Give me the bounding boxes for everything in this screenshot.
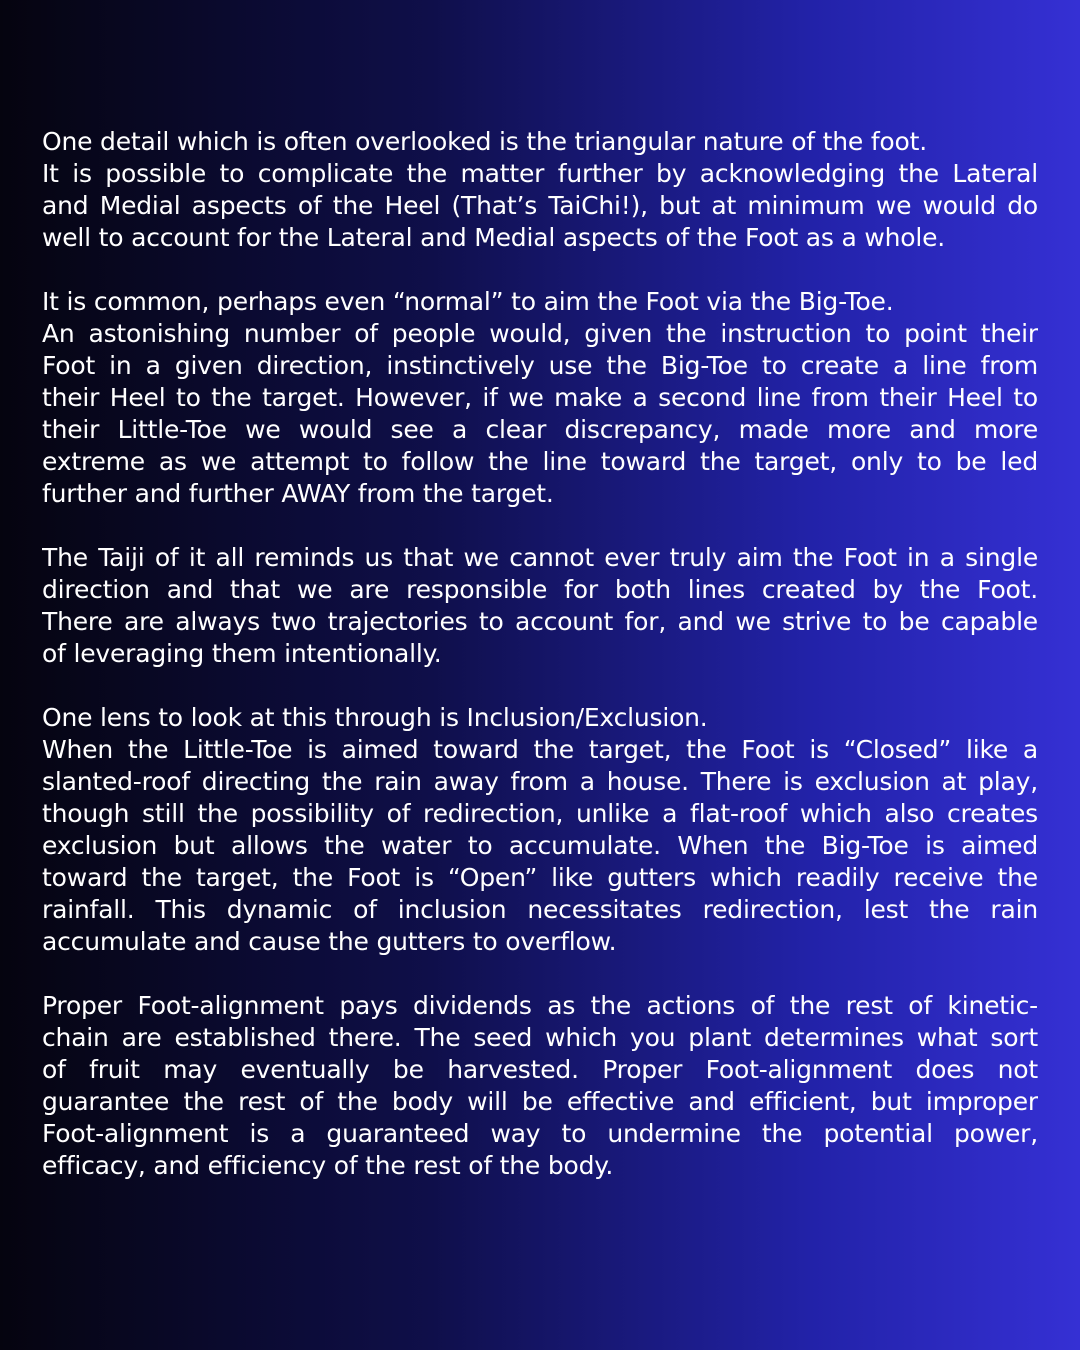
paragraph-line: slanted-roof directing the rain away from a house. There is exclusion at play, [42,767,1038,796]
paragraph-line: their Heel to the target. However, if we make a second line from their Heel to [42,383,1038,412]
paragraph-triangular-foot [42,126,1038,254]
paragraph-aiming-foot [42,286,1038,510]
paragraph-taiji [42,542,1038,670]
paragraph-inclusion-exclusion [42,702,1038,958]
paragraph-line: efficacy, and efficiency of the rest of the body. [42,1151,614,1180]
paragraph-line: rainfall. This dynamic of inclusion necessitates redirection, lest the rain [42,895,1038,924]
paragraph-line: One detail which is often overlooked is the triangular nature of the foot. [42,127,927,156]
paragraph-line: accumulate and cause the gutters to overflow. [42,927,617,956]
paragraph-line: When the Little-Toe is aimed toward the target, the Foot is “Closed” like a [42,735,1038,764]
paragraph-line: direction and that we are responsible for both lines created by the Foot. [42,575,1038,604]
paragraph-foot-alignment [42,990,1038,1182]
paragraph-line: One lens to look at this through is Inclusion/Exclusion. [42,703,708,732]
paragraph-line: Proper Foot-alignment pays dividends as the actions of the rest of kinetic- [42,991,1038,1020]
paragraph-line: extreme as we attempt to follow the line toward the target, only to be led [42,447,1038,476]
paragraph-line: of leveraging them intentionally. [42,639,442,668]
paragraph-line: Foot in a given direction, instinctively use the Big-Toe to create a line from [42,351,1038,380]
paragraph-line: It is common, perhaps even “normal” to aim the Foot via the Big-Toe. [42,287,894,316]
paragraph-line: An astonishing number of people would, given the instruction to point their [42,319,1038,348]
paragraph-line: toward the target, the Foot is “Open” like gutters which readily receive the [42,863,1038,892]
paragraph-line: It is possible to complicate the matter further by acknowledging the Lateral [42,159,1038,188]
paragraph-line: chain are established there. The seed which you plant determines what sort [42,1023,1038,1052]
paragraph-line: well to account for the Lateral and Medial aspects of the Foot as a whole. [42,223,946,252]
paragraph-line: and Medial aspects of the Heel (That’s TaiChi!), but at minimum we would do [42,191,1038,220]
paragraph-line: Foot-alignment is a guaranteed way to undermine the potential power, [42,1119,1038,1148]
paragraph-line: The Taiji of it all reminds us that we cannot ever truly aim the Foot in a single [42,543,1038,572]
paragraph-line: of fruit may eventually be harvested. Proper Foot-alignment does not [42,1055,1038,1084]
paragraph-line: exclusion but allows the water to accumulate. When the Big-Toe is aimed [42,831,1038,860]
paragraph-line: their Little-Toe we would see a clear discrepancy, made more and more [42,415,1038,444]
paragraph-line: though still the possibility of redirection, unlike a flat-roof which also creates [42,799,1038,828]
paragraph-line: further and further AWAY from the target. [42,479,554,508]
paragraph-line: There are always two trajectories to account for, and we strive to be capable [42,607,1038,636]
paragraph-line: guarantee the rest of the body will be effective and efficient, but improper [42,1087,1038,1116]
